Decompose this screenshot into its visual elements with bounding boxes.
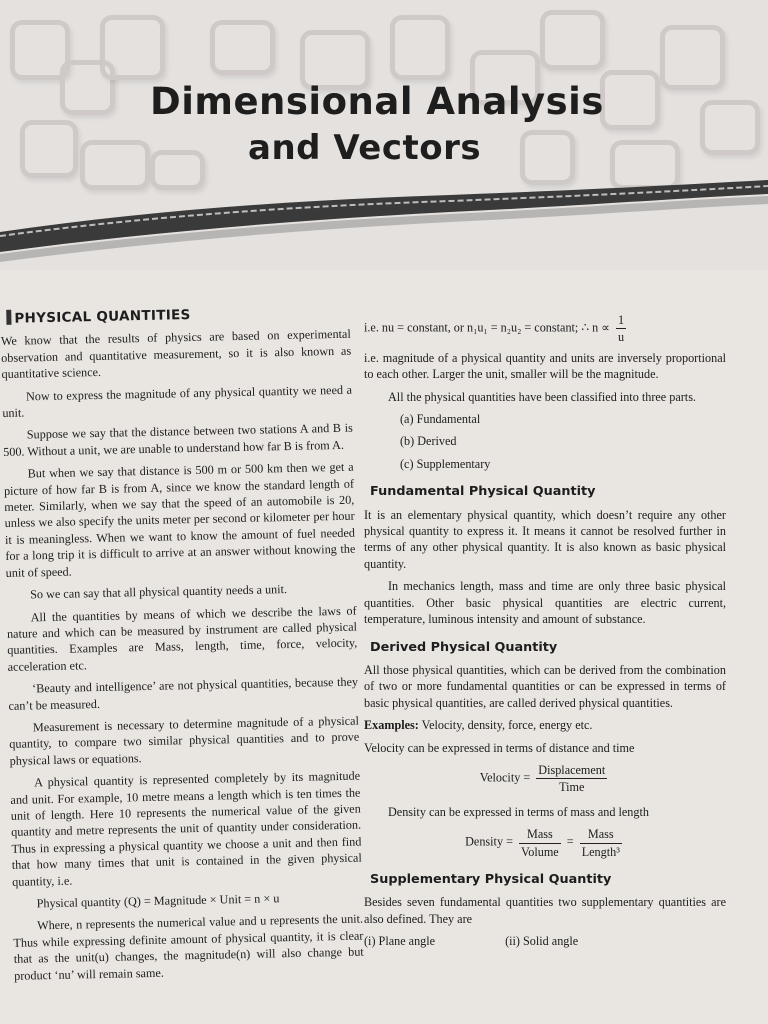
chapter-title-line2: and Vectors <box>248 128 482 168</box>
formula-physical-quantity: Physical quantity (Q) = Magnitude × Unit = n × u <box>36 891 280 911</box>
paragraph: It is an elementary physical quantity, which doesn’t require any other physical quantity to express it. It means it cannot be resolved further in terms of any other physical quantity. It is also known as basic physical quantity. <box>364 507 726 571</box>
fraction-denominator: Volume <box>521 844 559 859</box>
examples-line <box>364 717 726 733</box>
list-item: (c) Supplementary <box>400 456 491 471</box>
decor-square <box>700 100 760 155</box>
paragraph: Where, n represents the numerical value and u represents the unit. Thus while expressing definite amount of physical quantity, it is clear that as the unit(u) changes, the magnitude(n) will also change but product ‘nu’ will remain same. <box>13 911 364 983</box>
equals-sign: = <box>566 834 577 849</box>
list-item: (i) Plane angle <box>364 934 436 949</box>
subheading-fundamental: Fundamental Physical Quantity <box>370 484 596 500</box>
decor-square <box>660 25 725 90</box>
right-column <box>364 312 726 950</box>
examples-label: Examples: <box>364 718 419 733</box>
density-formula <box>364 826 726 860</box>
chapter-header <box>0 0 768 270</box>
section-heading-text: PHYSICAL QUANTITIES <box>14 307 191 327</box>
paragraph: All the quantities by means of which we describe the laws of nature and which can be measured by instrument are called physical quantities. Examples are Mass, length, time, force, velocity, acceleration etc. <box>6 603 358 674</box>
paragraph: So we can say that all physical quantity needs a unit. <box>30 582 288 602</box>
list-item: (ii) Solid angle <box>505 934 579 949</box>
decor-square <box>540 10 605 70</box>
paragraph: i.e. magnitude of a physical quantity and units are inversely proportional to each other. Larger the unit, smaller will be the magnitude. <box>364 350 726 382</box>
paragraph: ‘Beauty and intelligence’ are not physical quantities, because they can’t be measured. <box>8 674 359 713</box>
fraction <box>519 826 561 860</box>
paragraph: We know that the results of physics are based on experimental observation and quantitative measurement, so it is also known as quantitative science. <box>0 327 352 382</box>
heading-bar-marker <box>6 310 11 325</box>
formula-lhs: Density = <box>465 834 517 849</box>
fraction <box>580 826 622 860</box>
decor-square <box>100 15 165 80</box>
decor-square <box>210 20 275 75</box>
fraction-denominator: Length³ <box>581 844 620 859</box>
left-column <box>0 293 364 990</box>
header-wave-band <box>0 170 768 270</box>
paragraph: Velocity can be expressed in terms of distance and time <box>364 740 635 755</box>
paragraph: Density can be expressed in terms of mass and length <box>388 804 649 819</box>
section-heading <box>6 303 350 328</box>
list-item: (a) Fundamental <box>400 412 481 427</box>
bleed-through-text <box>420 262 423 277</box>
subheading-derived: Derived Physical Quantity <box>370 639 558 655</box>
fraction-denominator: u <box>618 330 625 345</box>
formula-lhs: Velocity = <box>479 770 534 785</box>
fraction-numerator: Mass <box>519 826 561 843</box>
list-item: (b) Derived <box>400 434 457 449</box>
relation-line <box>364 312 726 346</box>
relation-text: i.e. nu = constant, or n₁u₁ = n₂u₂ = constant; ∴ n ∝ <box>364 320 614 335</box>
fraction-denominator: Time <box>559 780 585 795</box>
fraction-numerator: Mass <box>580 826 622 843</box>
decor-square <box>390 15 450 80</box>
paragraph: Suppose we say that the distance between two stations A and B is 500. Without a unit, we are unable to understand how far B is from A. <box>3 421 353 459</box>
fraction-numerator: 1 <box>616 312 626 329</box>
velocity-formula <box>364 762 726 796</box>
fraction <box>536 762 607 796</box>
supplementary-list <box>364 933 726 949</box>
fraction-1-over-u <box>616 312 626 346</box>
paragraph: In mechanics length, mass and time are only three basic physical quantities. Other basic physical quantities are electric current, temperature, luminous intensity and amount of substance. <box>364 579 726 627</box>
paragraph: All those physical quantities, which can be derived from the combination of two or more fundamental quantities or can be expressed in terms of basic physical quantities, are called derived physical quantities. <box>364 662 726 710</box>
paragraph: Besides seven fundamental quantities two supplementary quantities are also defined. They are <box>364 895 726 926</box>
paragraph: Now to express the magnitude of any physical quantity we need a unit. <box>2 382 353 421</box>
paragraph: Measurement is necessary to determine magnitude of a physical quantity, to compare two similar physical quantities and to prove physical laws or equations. <box>9 713 360 768</box>
decor-square <box>600 70 660 130</box>
fraction-numerator: Displacement <box>536 762 607 779</box>
chapter-title-line1: Dimensional Analysis <box>150 80 604 123</box>
examples-text: Velocity, density, force, energy etc. <box>418 718 593 733</box>
paragraph: But when we say that distance is 500 m or 500 km then we get a picture of how far B is from A, since we know the standard length of meter. Similarly, when we say that the speed of an automobile is 20, unless we also specify the units meter per second or kilometer per hour it is meaningless. When we want to know the amount of fuel needed for a long trip it is difficult to arrive at an answer without knowing the unit of speed. <box>3 459 356 580</box>
paragraph: A physical quantity is represented completely by its magnitude and unit. For example, 10 metre means a length which is ten times the unit of length. Here 10 represents the numerical value of the given quantity and metre represents the unit of quantity under consideration. Thus in expressing a physical quantity we choose a unit and then find that how many times that unit is contained in the given physical quantity, i.e. <box>10 768 362 889</box>
subheading-supplementary: Supplementary Physical Quantity <box>370 871 612 887</box>
paragraph: All the physical quantities have been classified into three parts. <box>388 389 696 404</box>
